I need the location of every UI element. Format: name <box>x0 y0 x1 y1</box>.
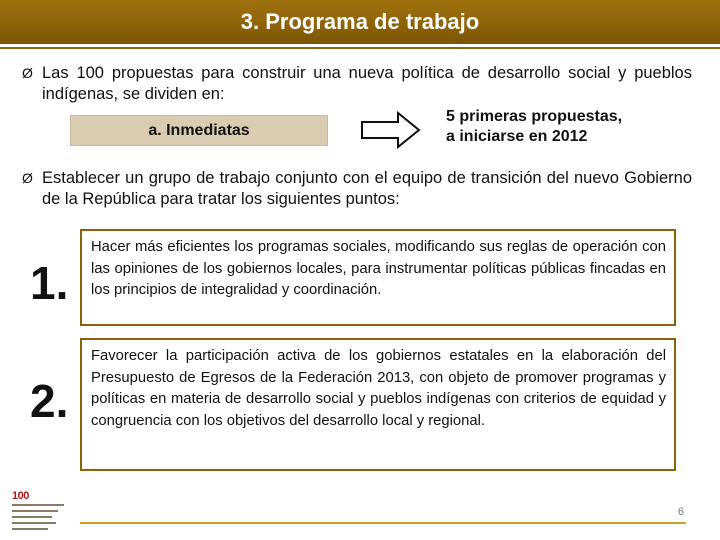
footer-divider <box>80 522 686 524</box>
bullet-proposals-text: Las 100 propuestas para construir una nueva política de desarrollo social y pueblos indígenas, se dividen en: <box>42 64 692 103</box>
bullet-arrow-icon: Ø <box>22 170 33 186</box>
bullet-arrow-icon: Ø <box>22 65 33 81</box>
bullet-workgroup-text: Establecer un grupo de trabajo conjunto con el equipo de transición del nuevo Gobierno de la República para tratar los siguientes puntos: <box>42 169 692 208</box>
right-arrow-icon <box>360 110 422 150</box>
point-number: 1. <box>30 257 69 309</box>
point-number: 2. <box>30 375 69 427</box>
point-box: Hacer más eficientes los programas sociales, modificando sus reglas de operación con las opiniones de los gobiernos locales, para instrumentar políticas públicas fincadas en los principios de integralidad y coordinación. <box>80 229 676 326</box>
page-number: 6 <box>677 506 684 518</box>
first-proposals-line2: a iniciarse en 2012 <box>446 128 588 145</box>
first-proposals-note <box>446 107 706 147</box>
inmediatas-label: a. Inmediatas <box>70 115 328 146</box>
slide-title: 3. Programa de trabajo <box>240 9 480 34</box>
point-box: Favorecer la participación activa de los gobiernos estatales en la elaboración del Presupuesto de Egresos de la Federación 2013, con objeto de promover programas y políticas en materia de desarrollo social y pueblos indígenas con criterios de equidad y congruencia con los objetivos del desarrollo local y regional. <box>80 338 676 471</box>
institution-logo <box>6 490 70 536</box>
bullet-workgroup <box>22 168 692 210</box>
first-proposals-line1: 5 primeras propuestas, <box>446 108 623 125</box>
logo-number: 100 <box>12 490 29 502</box>
bullet-proposals <box>22 63 692 105</box>
header-divider <box>0 47 720 49</box>
logo-text-lines <box>12 504 64 534</box>
